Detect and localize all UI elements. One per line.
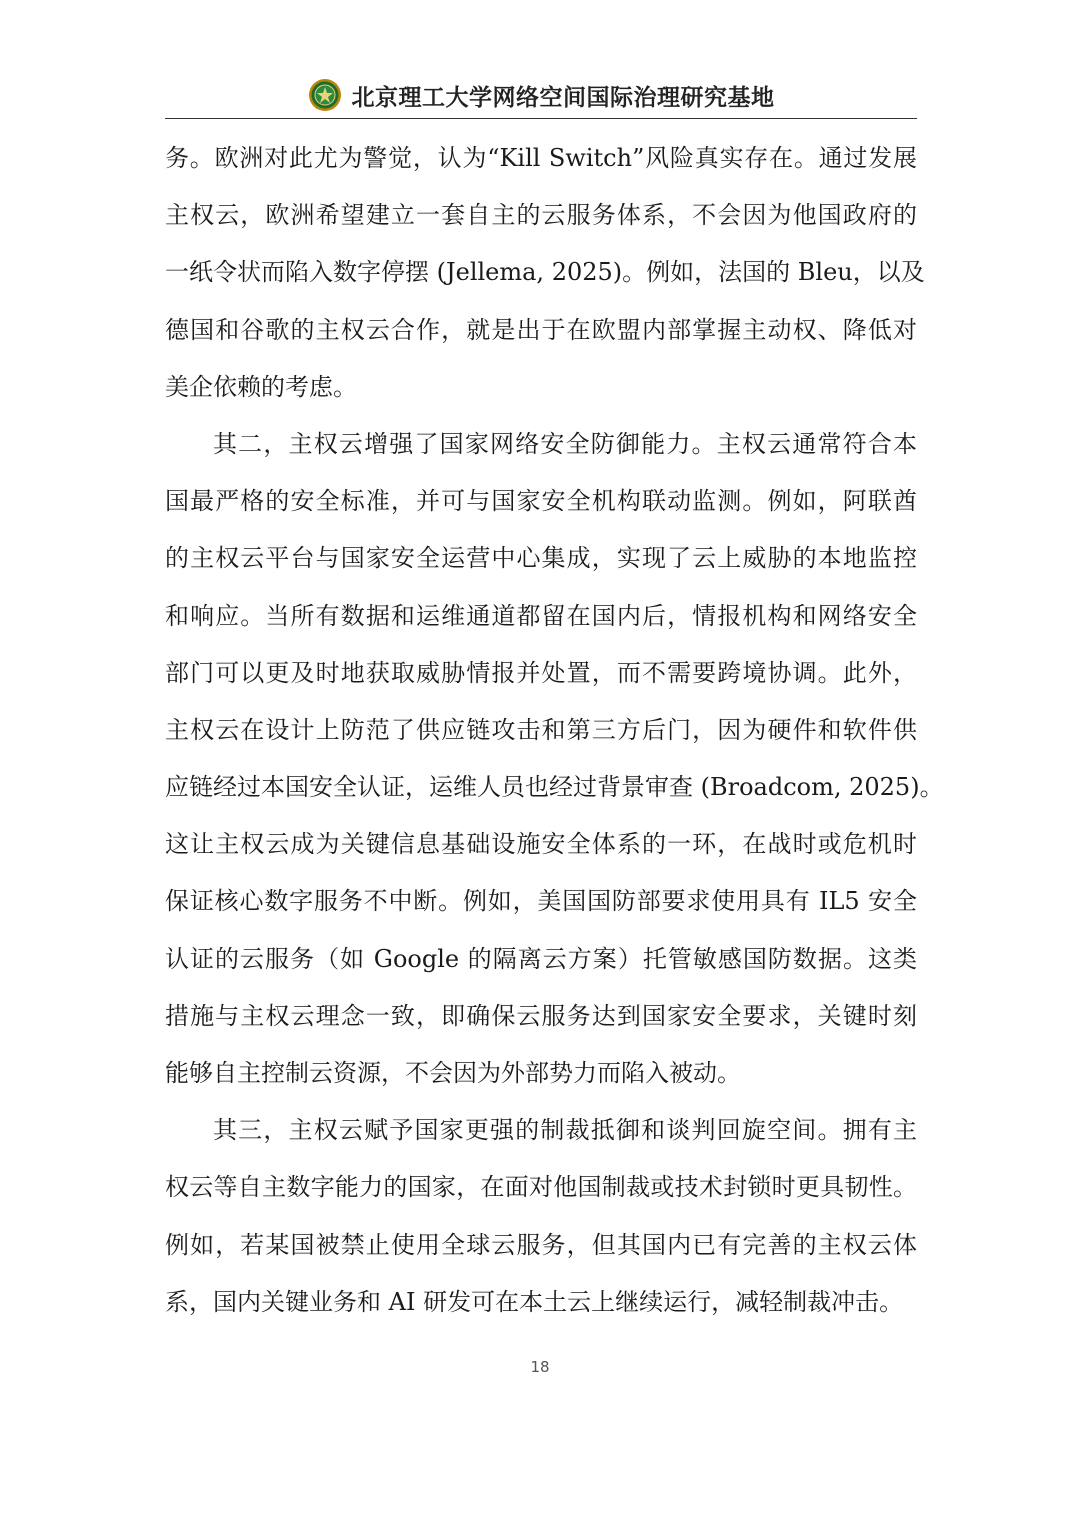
header-title: 北京理工大学网络空间国际治理研究基地 xyxy=(351,84,775,111)
text-line: 务。欧洲对此尤为警觉，认为“Kill Switch”风险真实存在。通过发展 xyxy=(165,144,917,172)
text-line: 系，国内关键业务和 AI 研发可在本土云上继续运行，减轻制裁冲击。 xyxy=(165,1287,904,1316)
paragraph xyxy=(165,1102,917,1331)
text-line: 美企依赖的考虑。 xyxy=(165,372,357,401)
text-line: 措施与主权云理念一致，即确保云服务达到国家安全要求，关键时刻 xyxy=(165,1001,917,1030)
text-line: 保证核心数字服务不中断。例如，美国国防部要求使用具有 IL5 安全 xyxy=(165,887,917,916)
page-number: 18 xyxy=(530,1358,550,1376)
text-line: 主权云，欧洲希望建立一套自主的云服务体系，不会因为他国政府的 xyxy=(165,201,917,230)
paragraph xyxy=(165,130,925,416)
document-body xyxy=(165,130,944,1331)
text-line: 其二，主权云增强了国家网络安全防御能力。主权云通常符合本 xyxy=(213,429,917,458)
text-line: 权云等自主数字能力的国家，在面对他国制裁或技术封锁时更具韧性。 xyxy=(165,1173,917,1202)
text-line: 国最严格的安全标准，并可与国家安全机构联动监测。例如，阿联酋 xyxy=(165,487,917,516)
paragraph xyxy=(165,416,944,1102)
text-line: 和响应。当所有数据和运维通道都留在国内后，情报机构和网络安全 xyxy=(165,601,917,630)
text-line: 认证的云服务（如 Google 的隔离云方案）托管敏感国防数据。这类 xyxy=(165,944,917,973)
text-line: 主权云在设计上防范了供应链攻击和第三方后门，因为硬件和软件供 xyxy=(165,715,917,744)
text-line: 这让主权云成为关键信息基础设施安全体系的一环，在战时或危机时 xyxy=(165,830,917,859)
text-line: 的主权云平台与国家安全运营中心集成，实现了云上威胁的本地监控 xyxy=(165,544,917,573)
text-line: 例如，若某国被禁止使用全球云服务，但其国内已有完善的主权云体 xyxy=(165,1230,917,1259)
text-line: 部门可以更及时地获取威胁情报并处置，而不需要跨境协调。此外， xyxy=(165,658,917,687)
university-emblem-icon xyxy=(308,78,342,112)
header-divider xyxy=(165,118,917,119)
text-line: 应链经过本国安全认证，运维人员也经过背景审查 (Broadcom, 2025)。 xyxy=(165,773,944,802)
text-line: 其三，主权云赋予国家更强的制裁抵御和谈判回旋空间。拥有主 xyxy=(213,1116,917,1145)
text-line: 一纸令状而陷入数字停摆 (Jellema, 2025)。例如，法国的 Bleu，以及 xyxy=(165,258,925,287)
text-line: 能够自主控制云资源，不会因为外部势力而陷入被动。 xyxy=(165,1059,741,1087)
page-header xyxy=(165,72,917,118)
text-line: 德国和谷歌的主权云合作，就是出于在欧盟内部掌握主动权、降低对 xyxy=(165,315,917,344)
